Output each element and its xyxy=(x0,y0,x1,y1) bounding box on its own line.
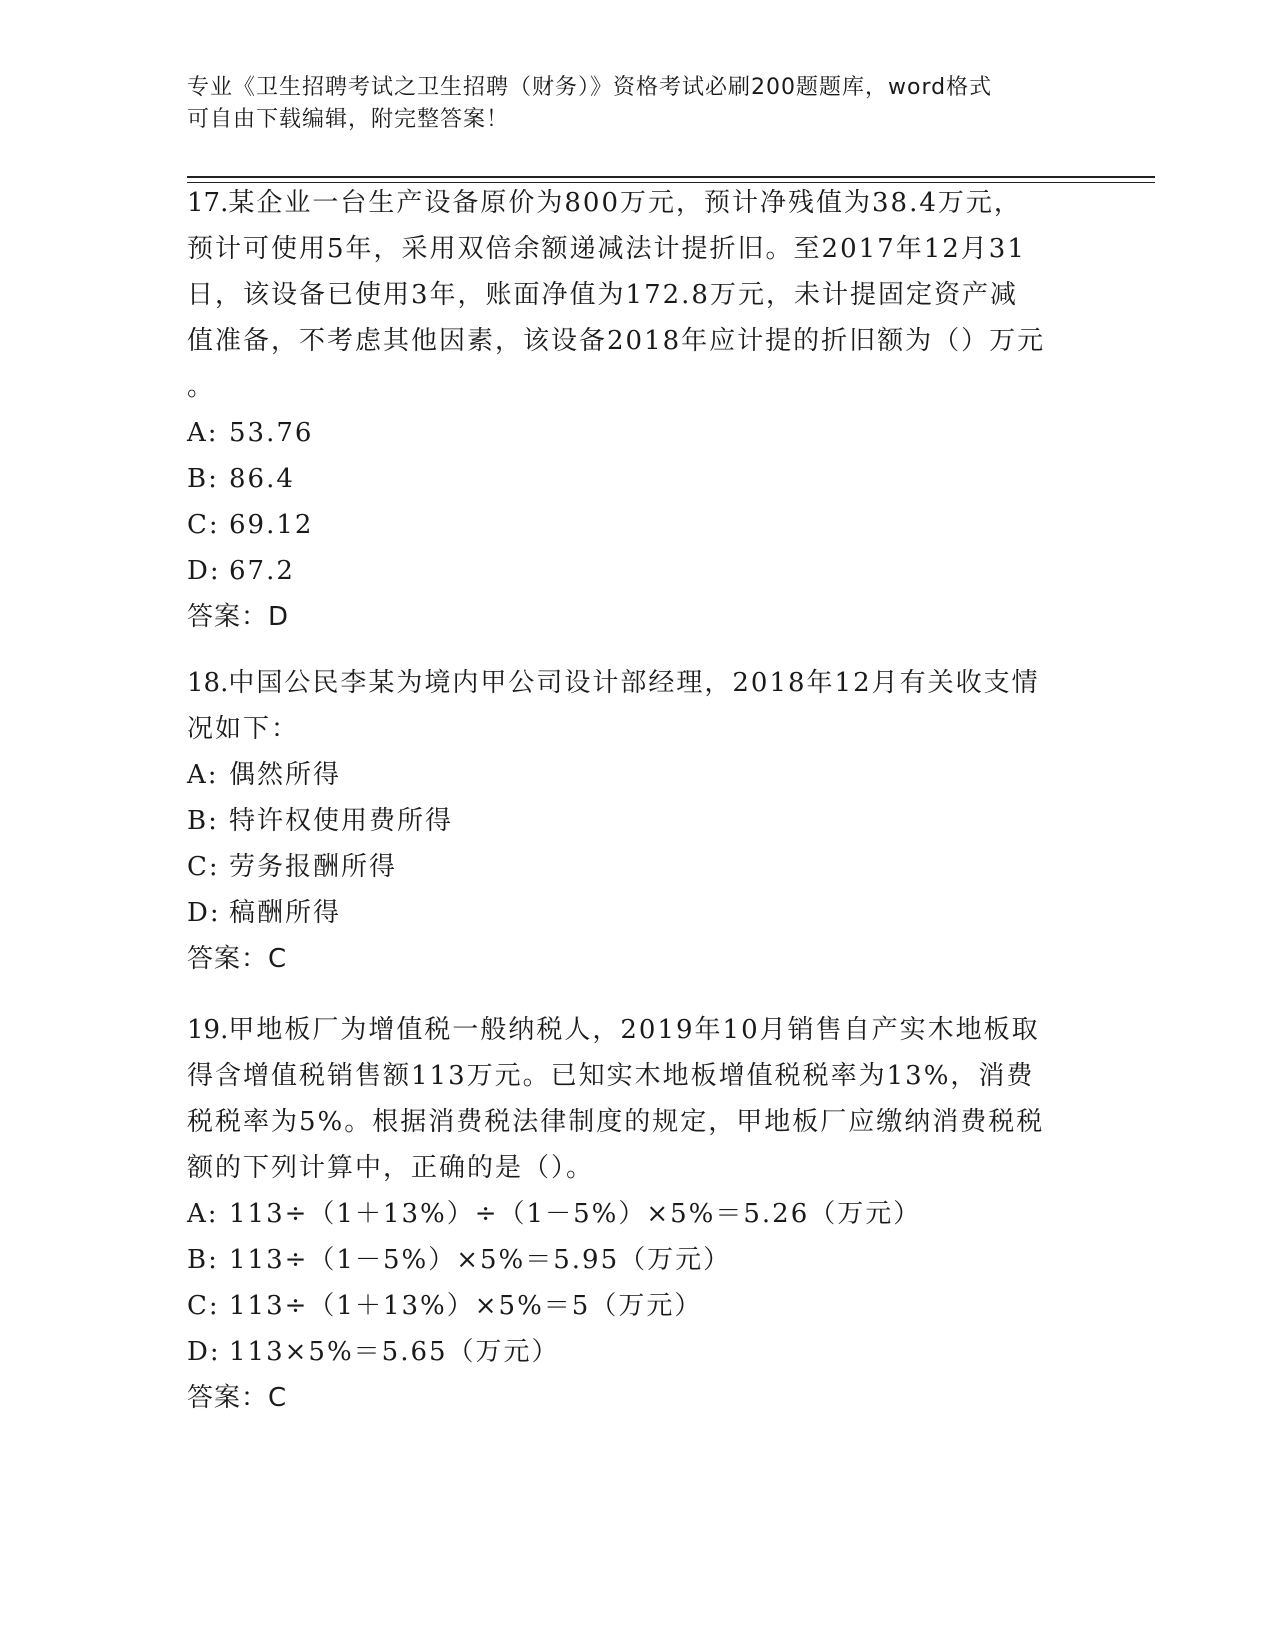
answer-line: 答案：C xyxy=(187,1383,288,1413)
stem-line: 中国公民李某为境内甲公司设计部经理，2018年12月有关收支情 xyxy=(228,668,1040,698)
option-text: 113÷（1－5%）×5%＝5.95（万元） xyxy=(229,1245,732,1275)
stem-line: 税税率为5%。根据消费税法律制度的规定，甲地板厂应缴纳消费税税 xyxy=(187,1107,1045,1137)
question-number: 19. xyxy=(187,1015,229,1045)
option-text: 53.76 xyxy=(229,418,314,448)
option-key: C: xyxy=(187,510,220,540)
question-18 xyxy=(187,660,1087,982)
option-b xyxy=(187,456,1087,502)
option-a xyxy=(187,1191,1087,1237)
option-d xyxy=(187,548,1087,594)
option-key: B: xyxy=(187,464,219,494)
stem-line: 。 xyxy=(187,372,216,402)
question-stem xyxy=(187,660,1087,752)
option-key: A: xyxy=(187,1199,219,1229)
option-key: A: xyxy=(187,418,219,448)
option-c xyxy=(187,1283,1087,1329)
header-divider xyxy=(187,176,1155,178)
option-text: 劳务报酬所得 xyxy=(229,852,398,882)
option-d xyxy=(187,1329,1087,1375)
question-number: 18. xyxy=(187,668,229,698)
option-c xyxy=(187,502,1087,548)
question-stem xyxy=(187,1007,1087,1191)
option-a xyxy=(187,752,1087,798)
stem-line: 甲地板厂为增值税一般纳税人，2019年10月销售自产实木地板取 xyxy=(228,1015,1040,1045)
option-key: C: xyxy=(187,1291,220,1321)
stem-line: 额的下列计算中，正确的是（）。 xyxy=(187,1153,595,1183)
answer-line: 答案：C xyxy=(187,944,288,974)
option-text: 113÷（1＋13%）÷（1－5%）×5%＝5.26（万元） xyxy=(229,1199,922,1229)
stem-line: 得含增值税销售额113万元。已知实木地板增值税税率为13%，消费 xyxy=(187,1061,1035,1091)
stem-line: 况如下： xyxy=(187,714,300,744)
option-key: B: xyxy=(187,1245,219,1275)
option-text: 69.12 xyxy=(229,510,314,540)
option-text: 偶然所得 xyxy=(229,760,342,790)
option-text: 特许权使用费所得 xyxy=(229,806,454,836)
header-line-1: 专业《卫生招聘考试之卫生招聘（财务）》资格考试必刷200题题库，word格式 xyxy=(187,75,993,100)
stem-line: 值准备，不考虑其他因素，该设备2018年应计提的折旧额为（）万元 xyxy=(187,326,1046,356)
option-key: D: xyxy=(187,556,221,586)
option-text: 稿酬所得 xyxy=(229,898,342,928)
option-text: 113×5%＝5.65（万元） xyxy=(229,1337,560,1367)
option-text: 86.4 xyxy=(229,464,295,494)
option-key: D: xyxy=(187,898,221,928)
question-stem xyxy=(187,180,1087,410)
option-c xyxy=(187,844,1087,890)
option-key: B: xyxy=(187,806,219,836)
option-a xyxy=(187,410,1087,456)
answer-line: 答案：D xyxy=(187,602,290,632)
option-text: 67.2 xyxy=(229,556,295,586)
question-17 xyxy=(187,180,1087,640)
option-b xyxy=(187,798,1087,844)
option-key: D: xyxy=(187,1337,221,1367)
stem-line: 预计可使用5年，采用双倍余额递减法计提折旧。至2017年12月31 xyxy=(187,234,1026,264)
document-header xyxy=(187,72,1067,136)
option-text: 113÷（1＋13%）×5%＝5（万元） xyxy=(229,1291,703,1321)
option-b xyxy=(187,1237,1087,1283)
stem-line: 某企业一台生产设备原价为800万元，预计净残值为38.4万元， xyxy=(228,188,1022,218)
option-d xyxy=(187,890,1087,936)
option-key: A: xyxy=(187,760,219,790)
question-19 xyxy=(187,1007,1087,1421)
question-number: 17. xyxy=(187,188,229,218)
header-line-2: 可自由下载编辑，附完整答案！ xyxy=(187,107,510,132)
option-key: C: xyxy=(187,852,220,882)
stem-line: 日，该设备已使用3年，账面净值为172.8万元，未计提固定资产减 xyxy=(187,280,1018,310)
